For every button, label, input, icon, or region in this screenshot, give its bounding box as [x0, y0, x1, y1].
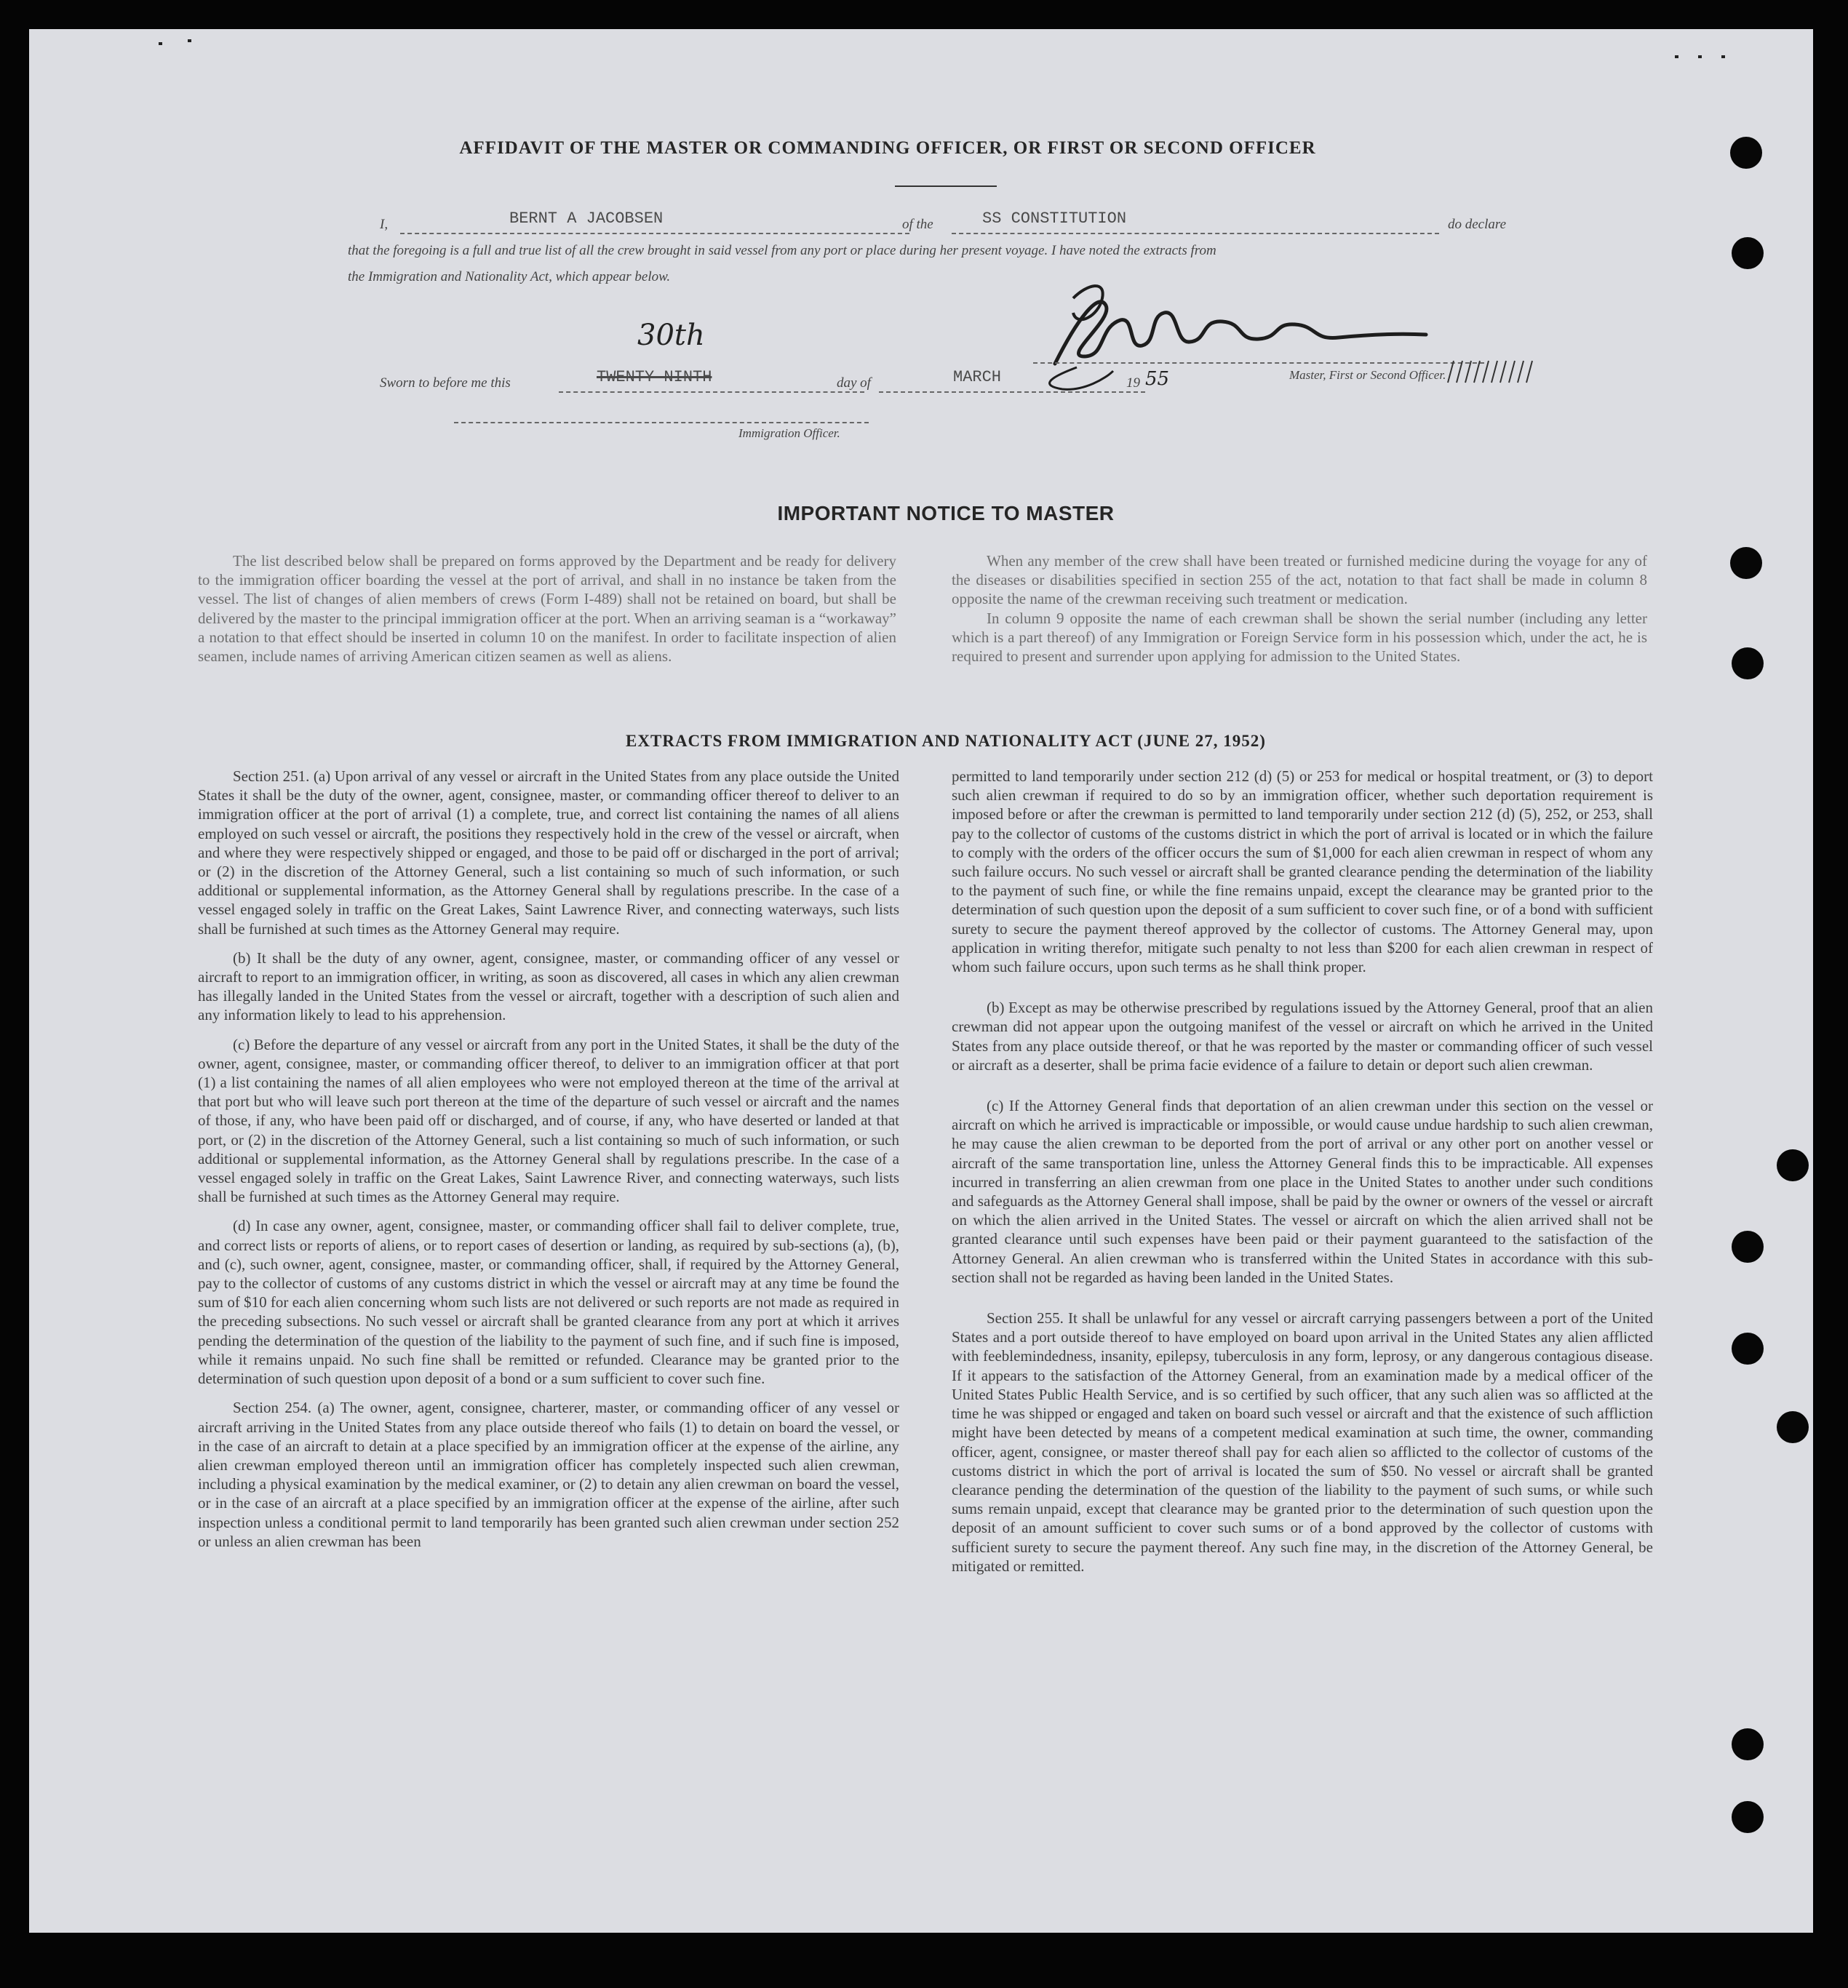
punch-hole [1732, 1728, 1764, 1760]
notice-left-text: The list described below shall be prepared on forms approved by the Department and be ready for delivery to the immigration officer boarding the vessel at the port of arrival, and shall in no instance be taken from the vessel. The list of changes of alien members of crews (Form I-489) shall not be retained on board, but shall be delivered by the master to the principal immigration officer at the port. When an arriving seaman is a “workaway” a notation to that effect should be inserted in column 10 on the manifest. In order to facilitate inspection of alien seamen, include names of arriving American citizen seamen as well as aliens. [198, 552, 896, 666]
section-251-a: Section 251. (a) Upon arrival of any vessel or aircraft in the United States from any place outside the United States it shall be the duty of the owner, agent, consignee, master, or commanding officer thereof to deliver to an immigration officer at the port of arrival (1) a complete, true, and correct list containing the names of all aliens employed on such vessel or aircraft, the positions they respectively hold in the crew of the vessel or aircraft, when and where they were respectively shipped or engaged, and those to be paid off or discharged in the port of arrival; or (2) in the discretion of the Attorney General, such a list containing so much of such information, or such additional or supplemental information, as the Attorney General shall by regulations prescribe. In the case of a vessel engaged solely in traffic on the Great Lakes, Saint Lawrence River, and connecting waterways, such lists shall be furnished at such times as the Attorney General may require. [198, 767, 899, 938]
day-line [559, 391, 864, 393]
section-254-a-cont: permitted to land temporarily under section 212 (d) (5) or 253 for medical or hospital treatment, or (3) to deport such alien crewman if required to do so by an immigration officer, whether such deportation requirement is imposed before or after the crewman is permitted to land temporarily under section 212 (d) (5), 252, or 253, shall pay to the collector of customs of the customs district in which the port of arrival is located or in which the failure to comply with the orders of the officer occurs the sum of $1,000 for each alien crewman in respect of whom any such failure occurs. No such vessel or aircraft shall be granted clearance pending the determination of the liability to the payment of such fine, or while the fine remains unpaid, except the clearance may be granted prior to the determination of such question upon the deposit of a sum sufficient to cover such fine, or of a bond with sufficient surety to secure the payment thereof approved by the collector of customs. The Attorney General may, upon application in writing therefor, mitigate such penalty to not less than $200 for each alien crewman in respect of whom such failure occurs, upon such terms as he shall think proper. [952, 767, 1653, 976]
signature-caption: Master, First or Second Officer. [1289, 368, 1446, 382]
section-251-b: (b) It shall be the duty of any owner, agent, consignee, master, or commanding officer of any vessel or aircraft to report to an immigration officer, in writing, as soon as discovered, all cases in which any alien crewman has illegally landed in the United States from the vessel or aircraft, together with a description of such alien and any information likely to lead to his apprehension. [198, 949, 899, 1024]
declaration-line-1: that the foregoing is a full and true list of all the crew brought in said vessel from any port or place during her present voyage. I have noted the extracts from [348, 243, 1216, 258]
year-prefix: 19 [1126, 375, 1140, 391]
vessel-name: SS CONSTITUTION [982, 209, 1127, 228]
of-the-label: of the [902, 217, 933, 232]
master-name: BERNT A JACOBSEN [509, 209, 664, 228]
section-254-a: Section 254. (a) The owner, agent, consignee, charterer, master, or commanding officer of any vessel or aircraft arriving in the United States from any place outside thereof who fails (1) to detain on board the vessel, or in the case of an aircraft to detain at a place specified by an immigration officer at the expense of the airline, any alien crewman employed thereon until an immigration officer has completely inspected such alien crewman, including a physical examination by the medical examiner, or (2) to detain any alien crewman on board the vessel, or in the case of an aircraft at a place specified by an immigration officer at the expense of the airline, after such inspection unless a conditional permit to land temporarily has been granted such alien crewman under section 252 or unless an alien crewman has been [198, 1399, 899, 1550]
sworn-label: Sworn to before me this [380, 375, 511, 391]
notice-right-column [952, 551, 1647, 676]
punch-hole [1777, 1411, 1809, 1443]
punch-hole [1732, 1801, 1764, 1833]
name-line [400, 233, 909, 234]
punch-hole [1730, 137, 1762, 169]
i-label: I, [380, 217, 389, 232]
punch-hole [1730, 547, 1762, 579]
punch-hole [1732, 1231, 1764, 1263]
month: MARCH [953, 368, 1002, 386]
extracts-title: EXTRACTS FROM IMMIGRATION AND NATIONALITY ACT (JUNE 27, 1952) [626, 732, 1266, 750]
speck [1721, 55, 1725, 58]
speck [159, 42, 162, 45]
notice-right-text-2: In column 9 opposite the name of each crewman shall be shown the serial number (including any letter which is a part thereof) of any Immigration or Foreign Service form in his possession which, under the act, he is required to present and surrender upon applying for admission to the United States. [952, 609, 1647, 666]
punch-hole [1732, 237, 1764, 269]
extracts-right-column [952, 767, 1653, 1586]
section-254-c: (c) If the Attorney General finds that deportation of an alien crewman under this section on the vessel or aircraft on which he arrived is impracticable or impossible, or would cause undue hardship to such alien crewman, he may cause the alien crewman to be deported from the port of arrival or any other port on another vessel or aircraft of the same transportation line, unless the Attorney General finds this to be impracticable. All expenses incurred in transferring an alien crewman from one place in the United States to another under such conditions and safeguards as the Attorney General shall impose, shall be paid by the owner or owners of the vessel or aircraft on which the alien arrived in the United States. The vessel or aircraft on which the alien arrived shall not be granted clearance until such expenses have been paid or their payment guaranteed to the satisfaction of the Attorney General. An alien crewman who is transferred within the United States in accordance with this sub-section shall not be regarded as having been landed in the United States. [952, 1097, 1653, 1286]
day-of-label: day of [837, 375, 871, 391]
notice-right-text-1: When any member of the crew shall have been treated or furnished medicine during the voyage for any of the diseases or disabilities specified in section 255 of the act, notation to that fact shall be made in column 8 opposite the name of the crewman receiving such treatment or medication. [952, 552, 1647, 608]
immigration-officer-line [454, 422, 869, 423]
section-251-c: (c) Before the departure of any vessel or aircraft from any port in the United States, it shall be the duty of the owner, agent, consignee, master, or commanding officer thereof, to deliver to an immigration officer at that port (1) a list containing the names of all alien employees who were not employed thereon at the time of the arrival at that port but who will leave such port thereon at the time of the departure of such vessel or aircraft and the names of those, if any, who have been paid off or discharged, and of course, if any, who have deserted or landed at that port, or (2) in the discretion of the Attorney General, such a list containing so much of such information, or such additional or supplemental information, as the Attorney General shall by regulations prescribe. In the case of a vessel engaged solely in traffic on the Great Lakes, Saint Lawrence River, and connecting waterways, such lists shall be furnished at such times as the Attorney General may require. [198, 1035, 899, 1206]
speck [1698, 55, 1702, 58]
immigration-officer-caption: Immigration Officer. [738, 426, 840, 440]
speck [188, 39, 191, 42]
declaration-line-2: the Immigration and Nationality Act, which appear below. [348, 269, 671, 284]
notice-title: IMPORTANT NOTICE TO MASTER [777, 502, 1115, 524]
affidavit-title: AFFIDAVIT OF THE MASTER OR COMMANDING OFFICER, OR FIRST OR SECOND OFFICER [459, 138, 1316, 158]
document-page [29, 29, 1813, 1933]
punch-hole [1777, 1149, 1809, 1181]
title-rule [895, 185, 997, 187]
punch-hole [1732, 1333, 1764, 1365]
do-declare-label: do declare [1448, 217, 1507, 232]
day-handwritten: 30th [637, 319, 705, 352]
day-typed-struck: TWENTY NINTH [597, 368, 712, 386]
strike-marks [1339, 355, 1542, 384]
extracts-left-column [198, 767, 899, 1561]
vessel-line [952, 233, 1439, 234]
section-255: Section 255. It shall be unlawful for any vessel or aircraft carrying passengers between a port of the United States and a port outside thereof to have employed on board upon arrival in the United States any alien afflicted with feeblemindedness, insanity, epilepsy, tuberculosis in any form, leprosy, or any dangerous contagious disease. If it appears to the satisfaction of the Attorney General, from an examination made by a medical officer of the United States Public Health Service, and is so certified by such officer, that any such alien was so afflicted at the time he was shipped or engaged and taken on board such vessel or aircraft and that the existence of such affliction might have been detected by means of a competent medical examination at such time, the owner, commanding officer, agent, consignee, or master thereof shall pay for each alien so afflicted to the collector of customs of the customs district in which the port of arrival is located the sum of $50. No vessel or aircraft shall be granted clearance pending the determination of the question of the liability to the payment of such sums, or while such sums remain unpaid, except that clearance may be granted prior to the determination of such question upon the deposit of an amount sufficient to cover such sums or of a bond approved by the collector of customs with sufficient surety to secure the payment thereof. Any such fine may, in the discretion of the Attorney General, be mitigated or remitted. [952, 1309, 1653, 1575]
punch-hole [1732, 647, 1764, 679]
year-handwritten: 55 [1145, 368, 1170, 390]
section-251-d: (d) In case any owner, agent, consignee, master, or commanding officer shall fail to deliver complete, true, and correct lists or reports of aliens, or to report cases of desertion or landing, as required by sub-sections (a), (b), and (c), such owner, agent, consignee, master, or commanding officer, shall, if required by the Attorney General, pay to the collector of customs of any customs district in which the vessel or aircraft may at any time be found the sum of $10 for each alien concerning whom such lists are not delivered or such reports are not made as required in the preceding subsections. No such vessel or aircraft shall be granted clearance from any port at which it arrives pending the determination of the question of the liability to the payment of such fine, and if such fine is imposed, while it remains unpaid. No such fine shall be remitted or refunded. Clearance may be granted prior to the determination of such question upon deposit of a bond or a sum sufficient to cover such fine. [198, 1217, 899, 1388]
month-line [879, 391, 1145, 393]
speck [1675, 55, 1678, 58]
section-254-b: (b) Except as may be otherwise prescribed by regulations issued by the Attorney General, proof that an alien crewman did not appear upon the outgoing manifest of the vessel or aircraft on which he arrived in the United States from any place outside thereof, or that he was reported by the master or commanding officer of such vessel or aircraft as a deserter, shall be prima facie evidence of a failure to detain or deport such alien crewman. [952, 999, 1653, 1074]
notice-left-paragraph [198, 551, 896, 676]
